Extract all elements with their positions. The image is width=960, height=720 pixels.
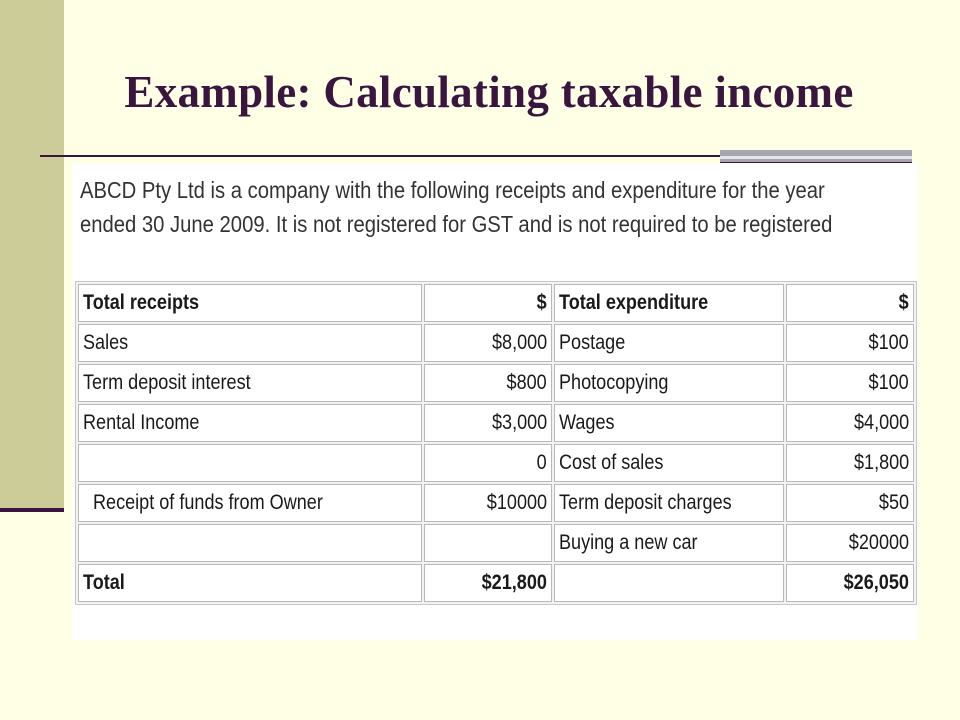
receipt-amount: $3,000 bbox=[424, 404, 552, 442]
header-receipts-unit: $ bbox=[424, 284, 552, 322]
title-accent-bar bbox=[720, 150, 912, 163]
receipt-label bbox=[78, 524, 422, 562]
intro-line-2: ended 30 June 2009. It is not registered for GST and is not required to be registered bbox=[80, 211, 833, 237]
table-header-row bbox=[78, 284, 914, 322]
side-rule bbox=[0, 508, 64, 512]
header-total-expenditure: Total expenditure bbox=[554, 284, 784, 322]
table-row bbox=[78, 324, 914, 362]
expense-amount: $1,800 bbox=[786, 444, 914, 482]
expenditure-total: $26,050 bbox=[786, 564, 914, 602]
total-label: Total bbox=[78, 564, 422, 602]
expense-label: Buying a new car bbox=[554, 524, 784, 562]
intro-line-1: ABCD Pty Ltd is a company with the following receipts and expenditure for the year bbox=[80, 177, 825, 203]
expense-amount: $100 bbox=[786, 364, 914, 402]
receipt-label: Sales bbox=[78, 324, 422, 362]
receipts-expenditure-table bbox=[75, 281, 917, 605]
header-total-receipts: Total receipts bbox=[78, 284, 422, 322]
expense-amount: $20000 bbox=[786, 524, 914, 562]
slide-title: Example: Calculating taxable income bbox=[124, 67, 854, 117]
receipt-amount bbox=[424, 524, 552, 562]
expense-amount: $50 bbox=[786, 484, 914, 522]
table-total-row bbox=[78, 564, 914, 602]
expense-label: Cost of sales bbox=[554, 444, 784, 482]
expense-label: Postage bbox=[554, 324, 784, 362]
expense-amount: $4,000 bbox=[786, 404, 914, 442]
side-band bbox=[0, 0, 64, 512]
title-divider bbox=[40, 155, 720, 157]
receipt-amount: $10000 bbox=[424, 484, 552, 522]
receipts-total: $21,800 bbox=[424, 564, 552, 602]
header-expenditure-unit: $ bbox=[786, 284, 914, 322]
table-row bbox=[78, 444, 914, 482]
receipt-label bbox=[78, 444, 422, 482]
receipt-amount: $8,000 bbox=[424, 324, 552, 362]
table-row bbox=[78, 484, 914, 522]
table-row bbox=[78, 524, 914, 562]
expense-label: Term deposit charges bbox=[554, 484, 784, 522]
expense-label: Wages bbox=[554, 404, 784, 442]
table-row bbox=[78, 404, 914, 442]
expense-label: Photocopying bbox=[554, 364, 784, 402]
receipt-amount: 0 bbox=[424, 444, 552, 482]
receipt-label: Term deposit interest bbox=[78, 364, 422, 402]
table-row bbox=[78, 364, 914, 402]
intro-paragraph bbox=[80, 173, 833, 241]
expense-amount: $100 bbox=[786, 324, 914, 362]
total-expense-label bbox=[554, 564, 784, 602]
receipt-amount: $800 bbox=[424, 364, 552, 402]
content-panel bbox=[72, 164, 918, 640]
receipt-label: Receipt of funds from Owner bbox=[78, 484, 422, 522]
receipt-label: Rental Income bbox=[78, 404, 422, 442]
